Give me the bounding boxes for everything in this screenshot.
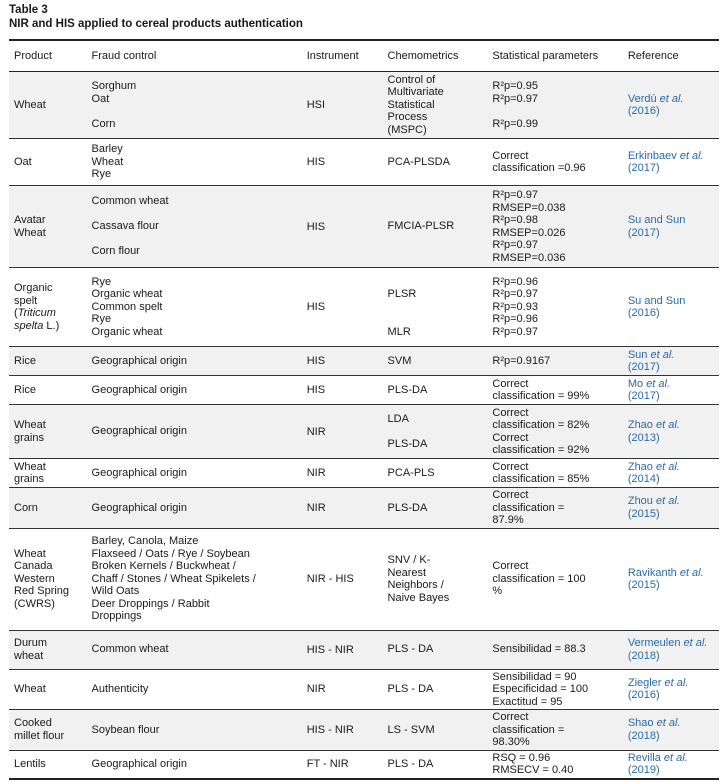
cell-reference (623, 528, 719, 630)
fraud-line: Corn (91, 117, 116, 130)
cell-fraud-control (87, 630, 302, 669)
chemometrics-line: PLS - DA (387, 683, 434, 695)
fraud-line: Cassava flour (91, 220, 159, 233)
reference-et-al: et al. (679, 149, 704, 162)
chemometrics-line: SNV / K- (387, 554, 431, 566)
cell-reference (623, 405, 719, 459)
reference-et-al: et al. (664, 676, 689, 689)
reference-author: Zhou (627, 495, 653, 508)
header-fraud-control: Fraud control (87, 40, 302, 72)
product-line: Rice (14, 354, 37, 367)
reference-et-al: et al. (679, 566, 704, 579)
product-line: millet flour (14, 729, 65, 742)
fraud-line: Deer Droppings / Rabbit (91, 597, 210, 610)
fraud-line: Oat (91, 92, 110, 105)
cell-reference (623, 630, 719, 669)
chemometrics-line: SVM (387, 354, 412, 367)
fraud-line: Organic wheat (91, 325, 163, 338)
cell-reference (623, 459, 719, 488)
product-line: Oat (14, 155, 32, 168)
fraud-line: Organic wheat (91, 288, 163, 301)
chemometrics-line (388, 313, 483, 326)
cell-statistical-parameters (487, 268, 622, 347)
reference-author: Vermeulen (627, 637, 681, 649)
stat-line: classification = 100 (492, 572, 586, 585)
stat-line: R²p=0.95 (492, 80, 538, 92)
stat-line: Especificidad = 100 (492, 683, 589, 695)
product-line: Wheat (14, 226, 46, 239)
reference-year: (2016) (627, 105, 660, 117)
table-row (9, 459, 719, 488)
cell-instrument: FT - NIR (302, 750, 383, 779)
reference-author: Shao (627, 717, 654, 730)
header-product: Product (9, 40, 87, 72)
reference-year: (2019) (627, 764, 660, 777)
stat-line: R²p=0.98 (492, 214, 538, 226)
fraud-line: Wheat (91, 155, 124, 168)
reference-et-al: et al. (655, 460, 680, 473)
product-line: Western (14, 572, 55, 585)
authentication-table (9, 39, 719, 780)
product-line: (CWRS) (14, 597, 55, 610)
cell-chemometrics (383, 710, 488, 751)
chemometrics-line: Statistical (387, 98, 435, 111)
reference-year: (2015) (627, 507, 660, 520)
cell-product (9, 669, 87, 710)
cell-instrument: HIS (302, 347, 383, 376)
cell-reference (623, 347, 719, 376)
stat-line: RMSEP=0.026 (492, 226, 566, 239)
header-row (9, 40, 719, 72)
table-row (9, 528, 719, 630)
reference-author: Sun (627, 348, 648, 361)
cell-reference (623, 139, 719, 186)
chemometrics-line: Naive Bayes (387, 591, 450, 604)
reference-year: (2013) (627, 431, 660, 444)
cell-chemometrics (383, 268, 488, 347)
fraud-line: Geographical origin (91, 501, 187, 514)
cell-fraud-control (87, 347, 302, 376)
table-row (9, 139, 719, 186)
reference-citation (628, 752, 714, 777)
product-line: Cooked (14, 717, 52, 730)
cell-statistical-parameters (487, 186, 622, 268)
reference-citation (628, 295, 714, 320)
cell-chemometrics (383, 347, 488, 376)
fraud-line: Flaxseed / Oats / Rye / Soybean (91, 547, 250, 560)
stat-line: Correct (492, 431, 529, 444)
reference-year: (2017) (627, 226, 660, 239)
cell-product (9, 750, 87, 779)
product-line: Avatar (14, 214, 46, 226)
product-line: Red Spring (14, 585, 70, 598)
table-row (9, 268, 719, 347)
header-reference: Reference (623, 40, 719, 72)
reference-year: (2017) (627, 162, 660, 174)
cell-instrument: HIS (302, 268, 383, 347)
reference-author: Su and Sun (627, 294, 686, 307)
product-line: Wheat (14, 547, 46, 560)
cell-chemometrics (383, 528, 488, 630)
reference-author: Revilla (627, 751, 661, 764)
stat-line: Sensibilidad = 90 (492, 670, 577, 683)
cell-reference (623, 710, 719, 751)
stat-line: % (492, 585, 503, 598)
reference-citation (628, 495, 714, 520)
chemometrics-line: Nearest (387, 566, 427, 579)
reference-et-al: et al. (650, 348, 675, 361)
fraud-line: Soybean flour (91, 723, 160, 736)
chemometrics-line: PLS - DA (387, 758, 434, 770)
cell-instrument: NIR - HIS (302, 528, 383, 630)
fraud-line: Geographical origin (91, 425, 187, 438)
product-line: Organic (14, 282, 53, 294)
fraud-line: Geographical origin (91, 383, 187, 396)
cell-instrument: HIS - NIR (302, 710, 383, 751)
fraud-line: Geographical origin (91, 758, 187, 770)
fraud-line (92, 208, 297, 221)
product-line: Durum (14, 637, 48, 649)
stat-line: R²p=0.97 (492, 189, 538, 201)
cell-product (9, 186, 87, 268)
stat-line: R²p=0.97 (492, 288, 538, 301)
stat-line: classification = 99% (492, 390, 590, 402)
cell-fraud-control (87, 669, 302, 710)
cell-statistical-parameters (487, 488, 622, 529)
reference-year: (2017) (627, 390, 660, 402)
stat-line: RMSEP=0.038 (492, 201, 566, 214)
stat-line: RSQ = 0.96 (492, 751, 551, 764)
chemometrics-line: PLS - DA (387, 643, 434, 656)
fraud-line: Common wheat (91, 195, 169, 208)
table-caption (9, 3, 303, 31)
header-instrument: Instrument (302, 40, 383, 72)
product-line: grains (14, 473, 44, 485)
chemometrics-line: (MSPC) (387, 123, 427, 136)
cell-statistical-parameters (487, 72, 622, 139)
stat-line: R²p=0.99 (492, 117, 538, 130)
product-line: (Triticum (14, 307, 56, 319)
chemometrics-line: PCA-PLSDA (387, 155, 450, 168)
stat-line: R²p=0.97 (492, 92, 538, 105)
chemometrics-line: LS - SVM (387, 723, 435, 736)
product-line: Wheat (14, 683, 46, 695)
stat-line: Correct (492, 489, 529, 501)
reference-year: (2016) (627, 307, 660, 319)
cell-fraud-control (87, 186, 302, 268)
reference-citation (628, 214, 714, 239)
cell-statistical-parameters (487, 710, 622, 751)
stat-line: classification = (492, 723, 565, 736)
reference-year: (2015) (627, 579, 660, 591)
reference-et-al: et al. (683, 637, 708, 649)
cell-chemometrics (383, 72, 488, 139)
cell-fraud-control (87, 268, 302, 347)
cell-instrument: NIR (302, 405, 383, 459)
cell-product (9, 139, 87, 186)
reference-year: (2016) (627, 689, 660, 702)
stat-line: classification = 85% (492, 473, 590, 485)
chemometrics-line: PCA-PLS (387, 466, 435, 479)
cell-fraud-control (87, 459, 302, 488)
reference-year: (2018) (627, 649, 660, 662)
fraud-line (92, 233, 297, 246)
stat-line: classification = 82% (492, 419, 590, 431)
table-row (9, 669, 719, 710)
cell-fraud-control (87, 376, 302, 405)
reference-citation (628, 378, 714, 403)
cell-chemometrics (383, 488, 488, 529)
reference-et-al: et al. (656, 717, 681, 730)
cell-instrument: HIS (302, 376, 383, 405)
stat-line: classification = (492, 501, 565, 514)
fraud-line: Barley, Canola, Maize (91, 535, 199, 548)
reference-author: Su and Sun (627, 214, 686, 226)
table-title: NIR and HIS applied to cereal products authentication (9, 18, 303, 30)
product-line: Wheat (14, 98, 46, 111)
fraud-line: Rye (91, 275, 112, 288)
cell-statistical-parameters (487, 376, 622, 405)
reference-citation (628, 349, 714, 374)
cell-instrument: NIR (302, 669, 383, 710)
stat-line: classification = 92% (492, 444, 590, 456)
chemometrics-line (388, 301, 483, 314)
cell-statistical-parameters (487, 347, 622, 376)
stat-line: 87.9% (492, 514, 524, 526)
table-row (9, 376, 719, 405)
reference-year: (2014) (627, 473, 660, 485)
cell-chemometrics (383, 630, 488, 669)
cell-reference (623, 72, 719, 139)
cell-reference (623, 376, 719, 405)
table-row (9, 347, 719, 376)
chemometrics-line: MLR (387, 325, 411, 338)
cell-product (9, 630, 87, 669)
cell-reference (623, 750, 719, 779)
reference-citation (628, 419, 714, 444)
reference-author: Ziegler (627, 676, 662, 689)
stat-line: Correct (492, 460, 529, 473)
stat-line: Correct (492, 377, 529, 390)
product-line: wheat (14, 649, 44, 662)
cell-fraud-control (87, 750, 302, 779)
reference-author: Mo (627, 377, 644, 390)
table-row (9, 72, 719, 139)
cell-fraud-control (87, 488, 302, 529)
fraud-line: Geographical origin (91, 354, 187, 367)
stat-line: Correct (492, 149, 529, 162)
reference-year: (2017) (627, 361, 660, 373)
cell-product (9, 72, 87, 139)
reference-author: Ravikanth (627, 566, 677, 579)
reference-citation (628, 567, 714, 592)
stat-line: 98.30% (492, 736, 530, 748)
stat-line: R²p=0.9167 (492, 354, 551, 367)
table-row (9, 630, 719, 669)
cell-product (9, 459, 87, 488)
stat-line: R²p=0.97 (492, 325, 538, 338)
cell-statistical-parameters (487, 750, 622, 779)
cell-product (9, 376, 87, 405)
fraud-line: Sorghum (91, 80, 137, 92)
stat-line: Sensibilidad = 88.3 (492, 643, 586, 656)
cell-chemometrics (383, 405, 488, 459)
chemometrics-line: LDA (387, 412, 409, 425)
chemometrics-line: Process (387, 111, 428, 124)
stat-line: R²p=0.93 (492, 300, 538, 313)
product-line: grains (14, 431, 44, 444)
product-line: Canada (14, 560, 53, 573)
product-line: Lentils (14, 758, 46, 770)
chemometrics-line: Multivariate (387, 86, 444, 99)
fraud-line: Droppings (91, 610, 142, 623)
reference-et-al: et al. (646, 377, 671, 390)
reference-citation (628, 717, 714, 742)
cell-chemometrics (383, 750, 488, 779)
fraud-line: Barley (91, 143, 123, 156)
cell-instrument: NIR (302, 488, 383, 529)
cell-product (9, 488, 87, 529)
cell-chemometrics (383, 669, 488, 710)
chemometrics-line: Control of (387, 73, 436, 86)
cell-instrument: HSI (302, 72, 383, 139)
chemometrics-line: PLS-DA (387, 501, 428, 514)
reference-citation (628, 677, 714, 702)
stat-line: R²p=0.97 (492, 239, 538, 251)
reference-author: Zhao (627, 460, 653, 473)
chemometrics-line: FMCIA-PLSR (387, 220, 455, 233)
product-line: Wheat (14, 419, 46, 431)
table-row (9, 405, 719, 459)
chemometrics-line: PLSR (387, 288, 417, 301)
table-body (9, 72, 719, 780)
stat-line: RMSEP=0.036 (492, 251, 566, 264)
chemometrics-line (388, 425, 483, 438)
product-line: spelta L.) (14, 319, 60, 332)
fraud-line: Chaff / Stones / Wheat Spikelets / (91, 572, 256, 585)
fraud-line: Common wheat (91, 643, 169, 656)
cell-product (9, 268, 87, 347)
stat-line: classification =0.96 (492, 162, 586, 174)
reference-et-al: et al. (663, 751, 688, 764)
cell-instrument: HIS - NIR (302, 630, 383, 669)
product-line: Wheat (14, 460, 46, 473)
reference-year: (2018) (627, 729, 660, 742)
stat-line (492, 105, 617, 118)
cell-reference (623, 186, 719, 268)
product-line: spelt (14, 294, 38, 307)
header-chemometrics: Chemometrics (383, 40, 488, 72)
table-row (9, 710, 719, 751)
chemometrics-line: PLS-DA (387, 383, 428, 396)
cell-statistical-parameters (487, 669, 622, 710)
cell-fraud-control (87, 528, 302, 630)
reference-citation (628, 637, 714, 662)
cell-chemometrics (383, 459, 488, 488)
cell-instrument: NIR (302, 459, 383, 488)
cell-reference (623, 669, 719, 710)
fraud-line: Geographical origin (91, 466, 187, 479)
reference-author: Verdú (627, 92, 657, 105)
stat-line: R²p=0.96 (492, 313, 538, 326)
product-line: Rice (14, 383, 37, 396)
stat-line: Correct (492, 406, 529, 419)
reference-et-al: et al. (655, 495, 680, 508)
reference-author: Erkinbaev (627, 149, 677, 162)
fraud-line: Authenticity (91, 683, 149, 695)
product-line: Corn (14, 501, 38, 514)
fraud-line: Wild Oats (91, 585, 140, 598)
cell-chemometrics (383, 186, 488, 268)
cell-reference (623, 268, 719, 347)
table-row (9, 750, 719, 779)
chemometrics-line (388, 276, 483, 289)
cell-product (9, 405, 87, 459)
cell-product (9, 528, 87, 630)
fraud-line: Common spelt (91, 300, 163, 313)
chemometrics-line: PLS-DA (387, 437, 428, 450)
cell-fraud-control (87, 72, 302, 139)
fraud-line (92, 105, 297, 118)
reference-et-al: et al. (655, 419, 680, 431)
cell-statistical-parameters (487, 405, 622, 459)
cell-statistical-parameters (487, 139, 622, 186)
stat-line: Correct (492, 711, 529, 723)
reference-author: Zhao (627, 419, 653, 431)
fraud-line: Rye (91, 313, 112, 326)
table-row (9, 488, 719, 529)
cell-fraud-control (87, 139, 302, 186)
reference-citation (628, 461, 714, 486)
stat-line: R²p=0.96 (492, 275, 538, 288)
cell-statistical-parameters (487, 630, 622, 669)
cell-instrument: HIS (302, 186, 383, 268)
fraud-line: Corn flour (91, 245, 140, 258)
reference-citation (628, 150, 714, 175)
cell-product (9, 710, 87, 751)
chemometrics-line: Neighbors / (387, 579, 444, 591)
cell-chemometrics (383, 139, 488, 186)
stat-line: Correct (492, 560, 529, 573)
header-statistical-parameters: Statistical parameters (487, 40, 622, 72)
fraud-line: Broken Kernels / Buckwheat / (91, 560, 236, 573)
stat-line: Exactitud = 95 (492, 695, 563, 708)
reference-citation (628, 93, 714, 118)
reference-et-al: et al. (659, 92, 684, 105)
cell-statistical-parameters (487, 459, 622, 488)
cell-product (9, 347, 87, 376)
stat-line: RMSECV = 0.40 (492, 764, 574, 777)
cell-fraud-control (87, 710, 302, 751)
cell-statistical-parameters (487, 528, 622, 630)
table-row (9, 186, 719, 268)
cell-chemometrics (383, 376, 488, 405)
cell-reference (623, 488, 719, 529)
table-label: Table 3 (9, 4, 48, 16)
cell-fraud-control (87, 405, 302, 459)
cell-instrument: HIS (302, 139, 383, 186)
fraud-line: Rye (91, 168, 112, 181)
